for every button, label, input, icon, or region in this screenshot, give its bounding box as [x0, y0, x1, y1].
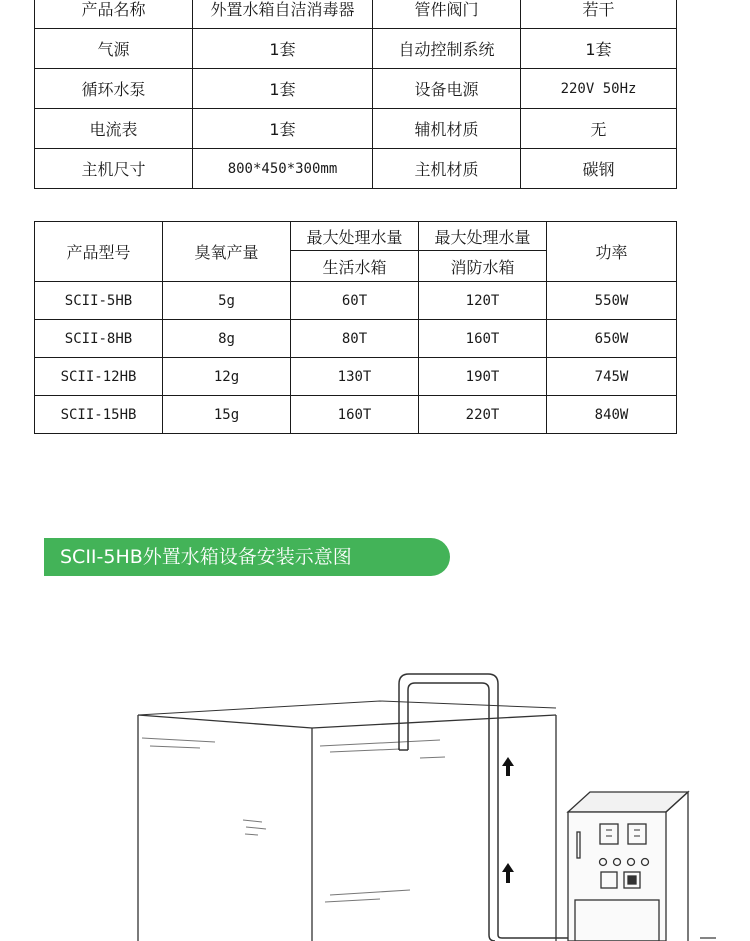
spec-label: 产品名称 [35, 0, 193, 29]
spec-value: 外置水箱自洁消毒器 [193, 0, 373, 29]
table-row [35, 69, 677, 109]
header-power: 功率 [547, 222, 677, 282]
table-header-row [35, 222, 677, 251]
table-row [35, 396, 677, 434]
spec-value: 若干 [521, 0, 677, 29]
model-cell: SCII-5HB [35, 282, 163, 320]
table-row [35, 358, 677, 396]
spec-label: 主机材质 [373, 149, 521, 189]
spec-value: 无 [521, 109, 677, 149]
spec-value: 1套 [193, 109, 373, 149]
header-fire-tank: 消防水箱 [419, 251, 547, 282]
spec-value: 220V 50Hz [521, 69, 677, 109]
model-cell: SCII-12HB [35, 358, 163, 396]
fire-cell: 160T [419, 320, 547, 358]
domestic-cell: 130T [291, 358, 419, 396]
spec-label: 电流表 [35, 109, 193, 149]
spec-value: 碳钢 [521, 149, 677, 189]
power-cell: 550W [547, 282, 677, 320]
spec-value: 1套 [193, 69, 373, 109]
header-model: 产品型号 [35, 222, 163, 282]
tank-top-back-edge [138, 701, 556, 715]
ozone-cell: 15g [163, 396, 291, 434]
installation-diagram [0, 600, 750, 941]
section-title-banner: SCII-5HB外置水箱设备安装示意图 [44, 538, 450, 576]
power-cell: 840W [547, 396, 677, 434]
table-row [35, 320, 677, 358]
table-row [35, 149, 677, 189]
fire-cell: 120T [419, 282, 547, 320]
ozone-cell: 12g [163, 358, 291, 396]
ozone-cell: 5g [163, 282, 291, 320]
domestic-cell: 80T [291, 320, 419, 358]
header-domestic-tank: 生活水箱 [291, 251, 419, 282]
tank-top-front-edge [138, 715, 312, 728]
spec-label: 主机尺寸 [35, 149, 193, 189]
spec-label: 自动控制系统 [373, 29, 521, 69]
table-row [35, 0, 677, 29]
domestic-cell: 60T [291, 282, 419, 320]
ozone-generator [568, 792, 688, 941]
spec-value: 1套 [521, 29, 677, 69]
model-table [34, 221, 677, 434]
header-max-water: 最大处理水量 [419, 222, 547, 251]
flow-arrow-icon [502, 757, 514, 883]
header-max-water: 最大处理水量 [291, 222, 419, 251]
fire-cell: 190T [419, 358, 547, 396]
spec-label: 设备电源 [373, 69, 521, 109]
power-cell: 650W [547, 320, 677, 358]
domestic-cell: 160T [291, 396, 419, 434]
tank-top-side-edge [312, 715, 556, 728]
spec-table [34, 0, 677, 189]
table-row [35, 29, 677, 69]
ozone-cell: 8g [163, 320, 291, 358]
model-cell: SCII-8HB [35, 320, 163, 358]
spec-label: 管件阀门 [373, 0, 521, 29]
table-row [35, 282, 677, 320]
spec-label: 辅机材质 [373, 109, 521, 149]
fire-cell: 220T [419, 396, 547, 434]
spec-label: 气源 [35, 29, 193, 69]
spec-value: 800*450*300mm [193, 149, 373, 189]
model-cell: SCII-15HB [35, 396, 163, 434]
spec-value: 1套 [193, 29, 373, 69]
header-ozone: 臭氧产量 [163, 222, 291, 282]
spec-label: 循环水泵 [35, 69, 193, 109]
power-cell: 745W [547, 358, 677, 396]
pipe-outer [399, 674, 498, 935]
table-row [35, 109, 677, 149]
